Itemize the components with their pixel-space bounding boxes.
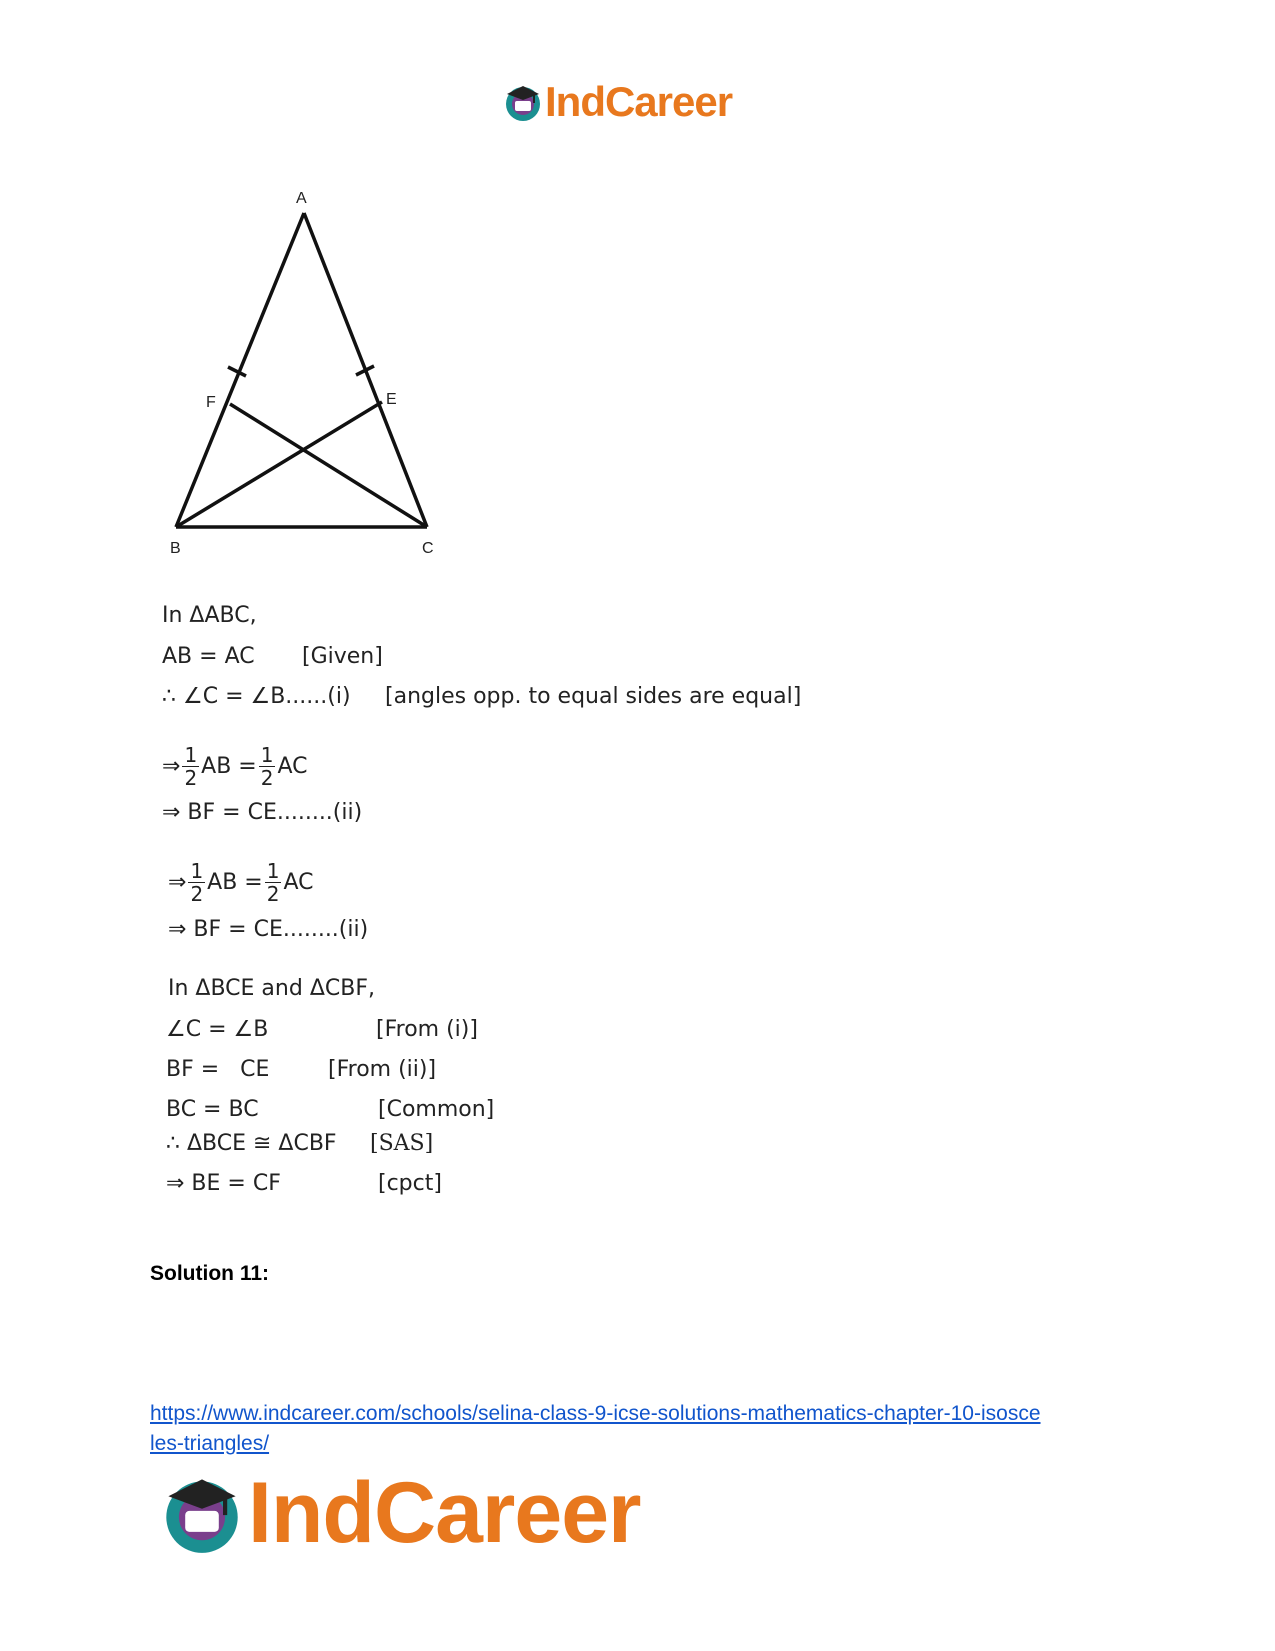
ab-eq-text: AB = <box>201 753 257 779</box>
point-label-f: F <box>206 394 216 411</box>
vertex-label-c: C <box>422 540 434 557</box>
ab-eq-ac-statement: AB = AC <box>162 644 255 669</box>
fraction-one-half <box>259 744 276 789</box>
bf-eq-ce-congruence: BF = CE <box>166 1057 270 1082</box>
indcareer-logo-footer <box>160 1465 641 1561</box>
ac-text: AC <box>283 869 314 895</box>
implies-symbol: ⇒ <box>168 869 187 895</box>
be-eq-cf-statement: ⇒ BE = CF <box>166 1171 281 1196</box>
graduation-cap-icon <box>160 1471 244 1555</box>
fraction-numerator: 1 <box>260 743 274 767</box>
angle-c-eq-b-congruence: ∠C = ∠B <box>166 1017 269 1042</box>
solution-11-heading: Solution 11: <box>150 1262 270 1285</box>
triangles-bce-cbf-line: In ΔBCE and ΔCBF, <box>168 976 375 1001</box>
ab-eq-text: AB = <box>207 869 263 895</box>
ab-eq-ac-reason: [Given] <box>302 644 383 669</box>
fraction-denominator: 2 <box>260 766 274 790</box>
cpct-reason: [cpct] <box>378 1171 442 1196</box>
isosceles-triangle-figure <box>160 180 460 570</box>
common-reason: [Common] <box>378 1097 495 1122</box>
fraction-one-half <box>265 860 282 905</box>
sas-reason: [SAS] <box>370 1131 434 1156</box>
segment-be <box>176 402 382 527</box>
half-sides-line-2 <box>168 860 314 905</box>
angle-reason-from-i: [From (i)] <box>376 1017 478 1042</box>
logo-wordmark: IndCareer <box>545 78 733 125</box>
ac-text: AC <box>277 753 308 779</box>
implies-symbol: ⇒ <box>162 753 181 779</box>
fraction-one-half <box>188 860 205 905</box>
point-label-e: E <box>386 391 397 408</box>
url-line-1[interactable]: https://www.indcareer.com/schools/selina-class-9-icse-solutions-mathematics-chapter-10-isosce <box>150 1402 1041 1425</box>
indcareer-logo-header <box>503 78 732 126</box>
fraction-one-half <box>182 744 199 789</box>
fraction-numerator: 1 <box>184 743 198 767</box>
fraction-numerator: 1 <box>266 859 280 883</box>
url-line-2[interactable]: les-triangles/ <box>150 1432 270 1455</box>
congruence-statement: ∴ ΔBCE ≅ ΔCBF <box>166 1131 337 1156</box>
source-url-link[interactable] <box>150 1399 1130 1459</box>
side-reason-from-ii: [From (ii)] <box>328 1057 437 1082</box>
given-triangle-line: In ΔABC, <box>162 603 257 628</box>
fraction-denominator: 2 <box>190 882 204 906</box>
side-ab <box>176 213 304 527</box>
vertex-label-a: A <box>296 190 307 207</box>
angle-c-eq-b-statement: ∴ ∠C = ∠B......(i) <box>162 684 351 709</box>
half-sides-line-1 <box>162 744 308 789</box>
graduation-cap-icon <box>503 82 543 122</box>
fraction-denominator: 2 <box>266 882 280 906</box>
bf-eq-ce-line-2: ⇒ BF = CE........(ii) <box>168 917 369 942</box>
vertex-label-b: B <box>170 540 181 557</box>
fraction-denominator: 2 <box>184 766 198 790</box>
angle-c-eq-b-reason: [angles opp. to equal sides are equal] <box>385 684 802 709</box>
logo-wordmark: IndCareer <box>248 1465 641 1561</box>
bc-eq-bc-statement: BC = BC <box>166 1097 259 1122</box>
fraction-numerator: 1 <box>190 859 204 883</box>
bf-eq-ce-line-1: ⇒ BF = CE........(ii) <box>162 800 363 825</box>
segment-cf <box>230 404 427 527</box>
